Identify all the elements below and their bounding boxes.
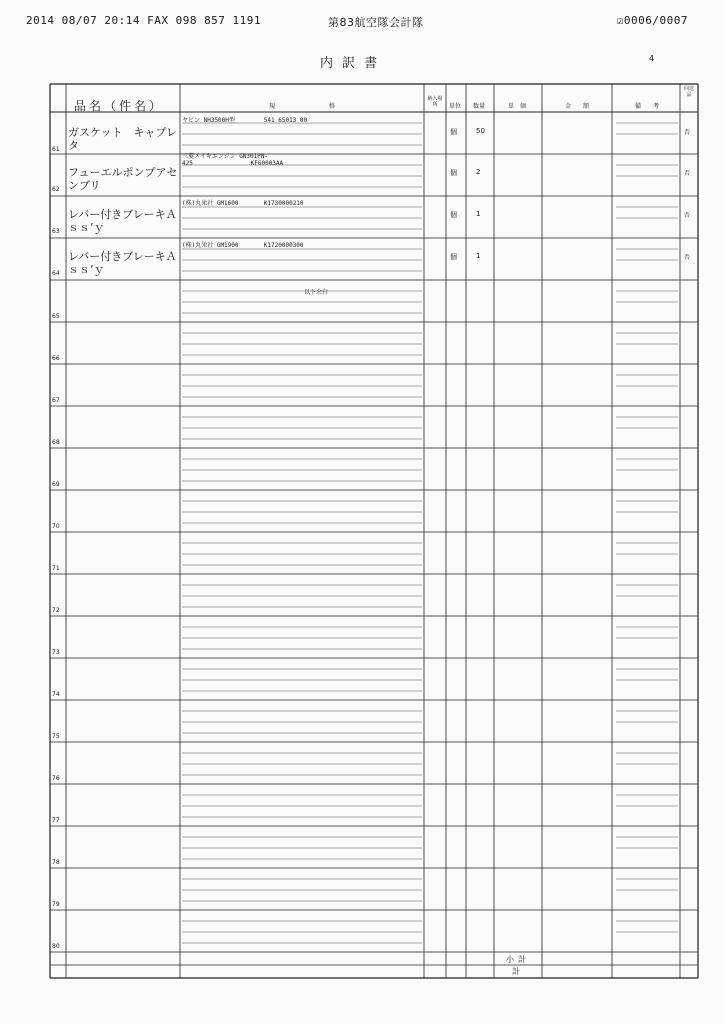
row-number: 76 [52,775,60,782]
item-unit: 個 [450,169,457,177]
row-number: 71 [52,565,60,572]
row-number: 74 [52,691,60,698]
item-name: フューエルポンプアセンブリ [68,166,178,192]
item-spec-line1: ヤビン NH3500H型 541 65013 00 [182,117,308,124]
row-number: 77 [52,817,60,824]
column-header-spec: 規 格 [268,103,335,110]
item-shipping: 否 [684,129,691,136]
item-name: レバー付きブレーキＡｓｓ’ｙ [68,250,177,276]
item-spec-line1: (株)丸栄社 GM1600 K1730000210 [182,200,304,207]
row-number: 72 [52,607,60,614]
item-name: ガスケット キャプレタ [68,126,178,152]
item-unit: 個 [450,253,457,261]
item-shipping: 否 [684,254,691,261]
item-name: レバー付きブレーキＡｓｓ’ｙ [68,208,177,234]
fax-header-organization: 第83航空隊会計隊 [328,16,424,29]
column-header-unit: 単位 [448,103,461,110]
row-number: 66 [52,355,60,362]
total-label: 計 [512,967,524,976]
item-spec-line1: (株)丸栄社 GM1900 K1720000300 [182,242,304,249]
column-header-shipping: 回送品 [684,86,695,98]
remainder-blank-note: 以下余白 [304,289,329,296]
item-shipping: 否 [684,212,691,219]
column-header-quantity: 数量 [472,103,485,110]
fax-header-page-count: ☑0006/0007 [616,14,688,27]
row-number: 65 [52,313,60,320]
row-number: 63 [52,228,60,235]
item-quantity: 50 [476,127,485,135]
fax-header-sender: 2014 08/07 20:14 FAX 098 857 1191 [26,14,262,27]
subtotal-label: 小計 [506,955,530,964]
row-number: 73 [52,649,60,656]
document-title: 内訳書 [320,56,387,71]
row-number: 64 [52,270,60,277]
item-quantity: 1 [476,252,481,260]
column-header-name: 品名（件名） [74,99,165,113]
column-header-amount: 金 額 [564,103,589,110]
row-number: 67 [52,397,60,404]
column-header-unit-price: 単 価 [507,103,526,110]
item-spec-line1: 三菱メイキエンジン GN301PN- [182,153,269,160]
page-number: 4 [649,54,655,63]
row-number: 70 [52,523,60,530]
row-number: 68 [52,439,60,446]
item-quantity: 2 [476,168,481,176]
row-number: 61 [52,146,60,153]
item-spec-line2: 425 KF60003AA [182,160,284,167]
item-quantity: 1 [476,210,481,218]
row-number: 75 [52,733,60,740]
row-number: 79 [52,901,60,908]
row-number: 69 [52,481,60,488]
row-number: 80 [52,943,60,950]
item-shipping: 否 [684,170,691,177]
item-unit: 個 [450,211,457,219]
column-header-remarks: 備 考 [634,103,659,110]
item-unit: 個 [450,128,457,136]
row-number: 62 [52,186,60,193]
row-number: 78 [52,859,60,866]
column-header-origin: 納入場所 [427,96,443,108]
